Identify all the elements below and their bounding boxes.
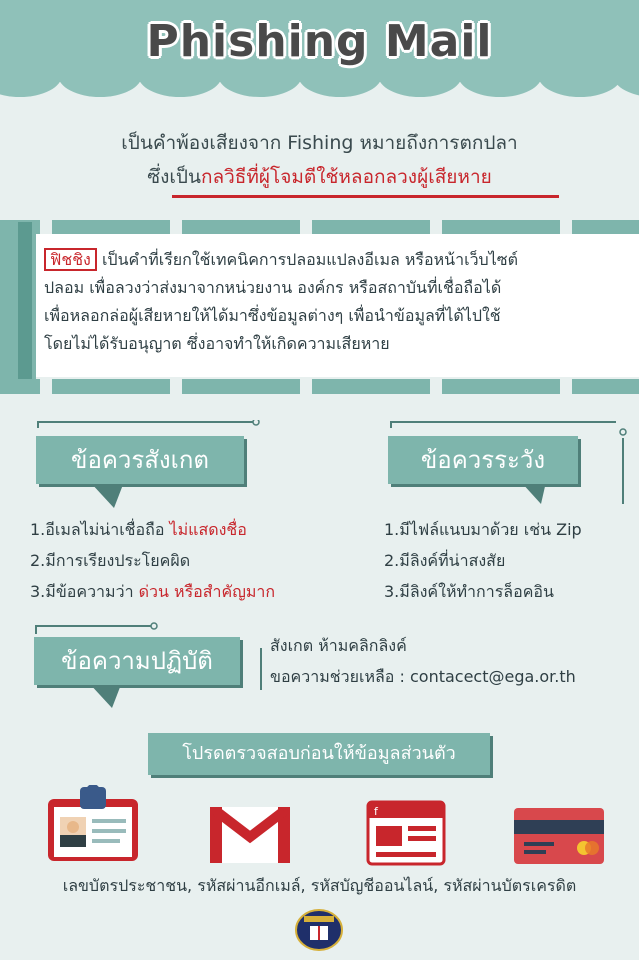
caution-heading: ข้อควรระวัง: [388, 436, 578, 484]
intro-line-2-prefix: ซึ่งเป็น: [147, 166, 201, 188]
top-dash-band: [0, 220, 639, 235]
list-item: 1.มีไฟล์แนบมาด้วย เช่น Zip: [384, 520, 582, 539]
verify-before-sharing-banner: โปรดตรวจสอบก่อนให้ข้อมูลส่วนตัว: [148, 733, 490, 775]
practice-line-2: ขอความช่วยเหลือ : contacect@ega.or.th: [270, 667, 576, 686]
intro-highlight: กลวิธีที่ผู้โจมตีใช้หลอกลวงผู้เสียหาย: [200, 166, 492, 188]
observe-list: [30, 514, 275, 607]
practice-line-1: สังเกต ห้ามคลิกลิงค์: [270, 636, 407, 655]
bottom-dash-band: [0, 379, 639, 394]
scallop-border: [0, 70, 639, 110]
list-item: 3.มีข้อความว่า ด่วน หรือสำคัญมาก: [30, 582, 276, 601]
practice-heading: ข้อความปฏิบัติ: [34, 637, 240, 685]
definition-text: [44, 246, 634, 358]
intro-line-2: [0, 162, 639, 192]
practice-note: [270, 630, 576, 692]
gmail-icon: [208, 805, 292, 865]
definition-sidebar-accent: [18, 222, 32, 390]
bank-account-icon: [366, 800, 446, 866]
intro-line-1: เป็นคำพ้องเสียงจาก Fishing หมายถึงการตกปลา: [121, 132, 518, 154]
id-card-icon: [46, 785, 141, 865]
svg-text:f: f: [374, 805, 378, 818]
list-item: 2.มีการเรียงประโยคผิด: [30, 551, 191, 570]
sensitive-data-caption: เลขบัตรประชาชน, รหัสผ่านอีกเมล์, รหัสบัญชีออนไลน์, รหัสผ่านบัตรเครดิต: [62, 876, 577, 895]
observe-heading: ข้อควรสังเกต: [36, 436, 244, 484]
definition-line-2: ปลอม เพื่อลวงว่าส่งมาจากหน่วยงาน องค์กร หรือสถาบันที่เชื่อถือได้: [44, 278, 502, 297]
list-item: 1.อีเมลไม่น่าเชื่อถือ ไม่แสดงชื่อ: [30, 520, 247, 539]
definition-term: ฟิชชิง: [44, 248, 97, 271]
list-item: 3.มีลิงค์ให้ทำการล็อคอิน: [384, 582, 554, 601]
credit-card-icon: [512, 806, 606, 866]
definition-line-4: โดยไม่ได้รับอนุญาต ซึ่งอาจทำให้เกิดความเสียหาย: [44, 334, 390, 353]
page-title: Phishing Mail: [146, 16, 493, 67]
definition-line-1: ฟิชชิง เป็นคำที่เรียกใช้เทคนิคการปลอมแปลงอีเมล หรือหน้าเว็บไซต์: [44, 246, 634, 274]
intro-underline: [172, 195, 559, 198]
police-seal-icon: [294, 908, 344, 952]
list-item: 2.มีลิงค์ที่น่าสงสัย: [384, 551, 506, 570]
definition-line-3: เพื่อหลอกล่อผู้เสียหายให้ได้มาซึ่งข้อมูลต่างๆ เพื่อนำข้อมูลที่ได้ไปใช้: [44, 306, 501, 325]
caution-list: [384, 514, 582, 607]
